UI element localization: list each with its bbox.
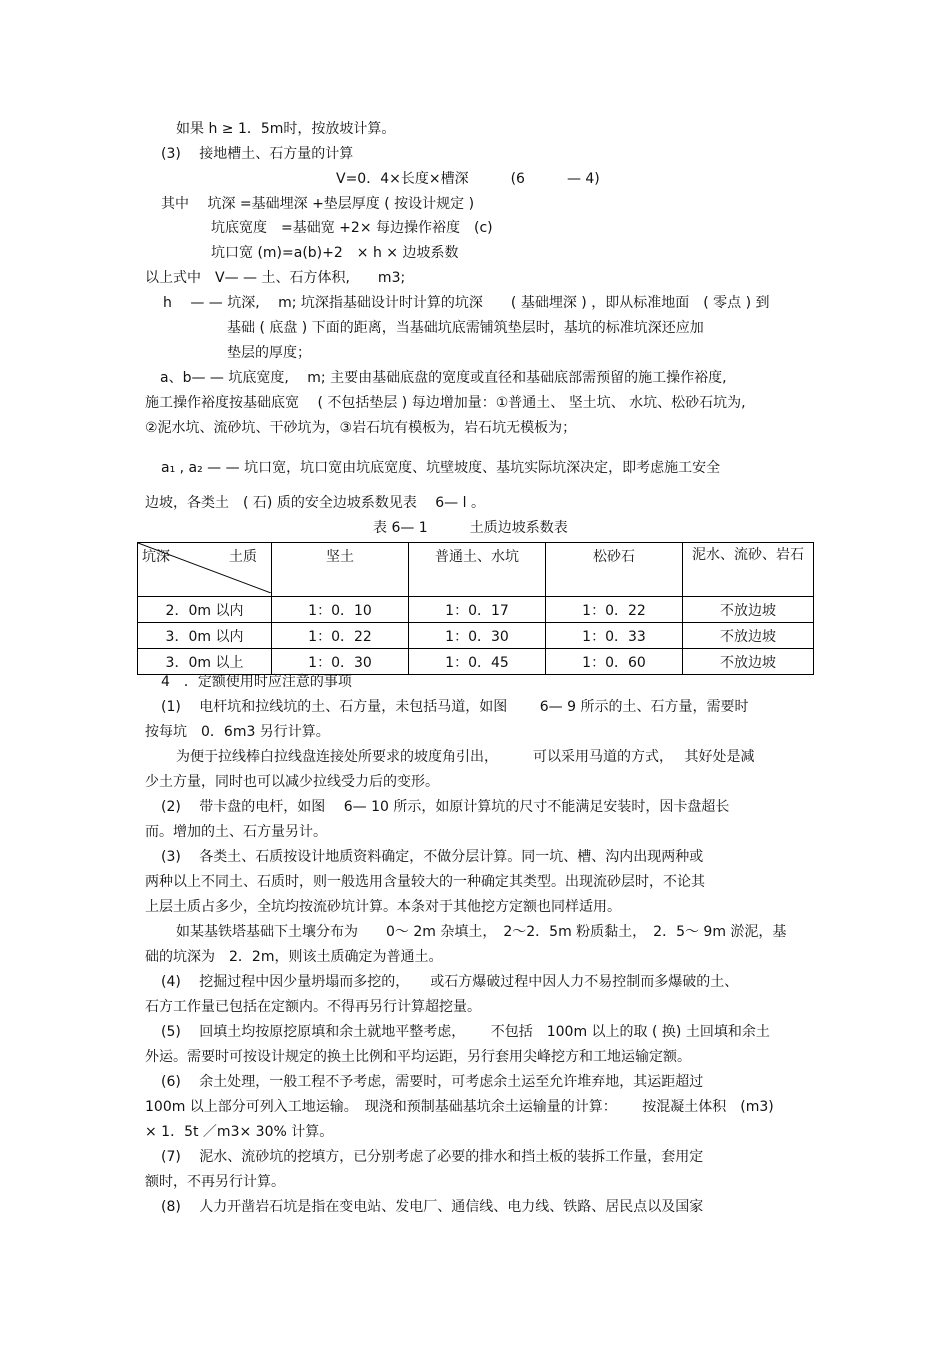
table-cell: 3．0m 以内 <box>138 623 272 649</box>
text-line: 基础 ( 底盘 ) 下面的距离，当基础坑底需铺筑垫层时，基坑的标准坑深还应加 <box>227 320 704 336</box>
text-line: (3) 各类土、石质按设计地质资料确定，不做分层计算。同一坑、槽、沟内出现两种或 <box>161 849 704 865</box>
table-row <box>138 623 814 649</box>
text-line: 石方工作量已包括在定额内。不得再另行计算超挖量。 <box>145 999 481 1015</box>
table-cell: 1：0．60 <box>546 649 683 675</box>
column-header: 坚土 <box>272 543 409 597</box>
table-header-row <box>138 543 814 597</box>
text-line: (5) 回填土均按原挖原填和余土就地平整考虑， 不包括 100m 以上的取 ( 换) 土回填和余土 <box>161 1024 770 1040</box>
table-cell: 1：0．17 <box>409 597 546 623</box>
formula-line: V=0．4×长度×槽深 (6 — 4) <box>336 171 600 187</box>
table-cell: 1：0．30 <box>409 623 546 649</box>
column-header: 泥水、流砂、岩石 <box>683 543 814 597</box>
corner-left-label: 坑深 <box>142 549 170 565</box>
table-cell: 1：0．22 <box>546 597 683 623</box>
table-cell: 1：0．30 <box>272 649 409 675</box>
text-line: (7) 泥水、流砂坑的挖填方，已分别考虑了必要的排水和挡土板的装拆工作量，套用定 <box>161 1149 704 1165</box>
text-line: (6) 余土处理，一般工程不予考虑，需要时，可考虑余土运至允许堆弃地，其运距超过 <box>161 1074 704 1090</box>
table-caption: 表 6— 1 土质边坡系数表 <box>373 520 568 536</box>
table-cell: 1：0．33 <box>546 623 683 649</box>
text-line: 以上式中 V— — 土、石方体积, m3; <box>145 270 406 286</box>
text-line: a、b— — 坑底宽度, m; 主要由基础底盘的宽度或直径和基础底部需预留的施工操作裕度, <box>160 370 727 386</box>
table-cell: 1：0．22 <box>272 623 409 649</box>
text-line: (3) 接地槽土、石方量的计算 <box>161 146 354 162</box>
text-line: 础的坑深为 2．2m，则该土质确定为普通土。 <box>145 949 443 965</box>
table-cell: 3．0m 以上 <box>138 649 272 675</box>
table-cell: 不放边坡 <box>683 623 814 649</box>
slope-coefficient-table <box>137 542 814 675</box>
text-line: 施工操作裕度按基础底宽 ( 不包括垫层 ) 每边增加量：①普通土、 坚土坑、 水坑、松砂石坑为, <box>145 395 746 411</box>
table-cell: 2．0m 以内 <box>138 597 272 623</box>
table-cell: 不放边坡 <box>683 597 814 623</box>
text-line: 其中 坑深 =基础埋深 +垫层厚度 ( 按设计规定 ) <box>161 196 475 212</box>
text-line: 而。增加的土、石方量另计。 <box>145 824 327 840</box>
text-line: (1) 电杆坑和拉线坑的土、石方量，未包括马道，如图 6— 9 所示的土、石方量，需要时 <box>161 699 749 715</box>
text-line: 如某基铁塔基础下土壤分布为 0～ 2m 杂填土， 2～2．5m 粉质黏土， 2．5～ 9m 淤泥，基 <box>176 924 787 940</box>
corner-right-label: 土质 <box>229 549 257 565</box>
text-line: × 1．5t ／m3× 30% 计算。 <box>145 1124 334 1140</box>
text-line: 坑口宽 (m)=a(b)+2 × h × 边坡系数 <box>211 245 459 261</box>
text-line: h — — 坑深, m; 坑深指基础设计时计算的坑深 ( 基础埋深 ) ，即从标准地面 ( 零点 ) 到 <box>163 295 770 311</box>
column-header: 松砂石 <box>546 543 683 597</box>
table-corner-cell <box>138 543 272 597</box>
text-line: 垫层的厚度； <box>227 345 311 361</box>
table-cell: 1：0．10 <box>272 597 409 623</box>
column-header: 普通土、水坑 <box>409 543 546 597</box>
text-line: ②泥水坑、流砂坑、干砂坑为，③岩石坑有模板为，岩石坑无模板为； <box>145 420 577 436</box>
table-cell: 1：0．45 <box>409 649 546 675</box>
text-line: 额时，不再另行计算。 <box>145 1174 285 1190</box>
text-line: 两种以上不同土、石质时，则一般选用含量较大的一种确定其类型。出现流砂层时，不论其 <box>145 874 705 890</box>
text-line: (8) 人力开凿岩石坑是指在变电站、发电厂、通信线、电力线、铁路、居民点以及国家 <box>161 1199 704 1215</box>
text-line: 为便于拉线棒白拉线盘连接处所要求的坡度角引出， 可以采用马道的方式， 其好处是减 <box>176 749 755 765</box>
text-line: 边坡，各类土 ( 石) 质的安全边坡系数见表 6— l 。 <box>145 495 485 511</box>
text-line: 按每坑 0．6m3 另行计算。 <box>145 724 330 740</box>
text-line: 外运。需要时可按设计规定的换土比例和平均运距，另行套用尖峰挖方和工地运输定额。 <box>145 1049 691 1065</box>
section-heading: 4 ．定额使用时应注意的事项 <box>161 674 352 690</box>
table-row <box>138 649 814 675</box>
text-line: 少土方量，同时也可以减少拉线受力后的变形。 <box>145 774 439 790</box>
text-line: a₁ , a₂ — — 坑口宽，坑口宽由坑底宽度、坑壁坡度、基坑实际坑深决定，即考虑施工安全 <box>161 460 721 476</box>
text-line: 100m 以上部分可列入工地运输。 现浇和预制基础基坑余土运输量的计算： 按混凝土体积 (m3) <box>145 1099 774 1115</box>
text-line: 如果 h ≥ 1．5m时，按放坡计算。 <box>176 121 396 137</box>
text-line: 坑底宽度 =基础宽 +2× 每边操作裕度 (c) <box>211 220 493 236</box>
text-line: (4) 挖掘过程中因少量坍塌而多挖的， 或石方爆破过程中因人力不易控制而多爆破的土、 <box>161 974 739 990</box>
table-cell: 不放边坡 <box>683 649 814 675</box>
text-line: (2) 带卡盘的电杆，如图 6— 10 所示，如原计算坑的尺寸不能满足安装时，因卡盘超长 <box>161 799 730 815</box>
text-line: 上层土质占多少，全坑均按流砂坑计算。本条对于其他挖方定额也同样适用。 <box>145 899 621 915</box>
table-row <box>138 597 814 623</box>
